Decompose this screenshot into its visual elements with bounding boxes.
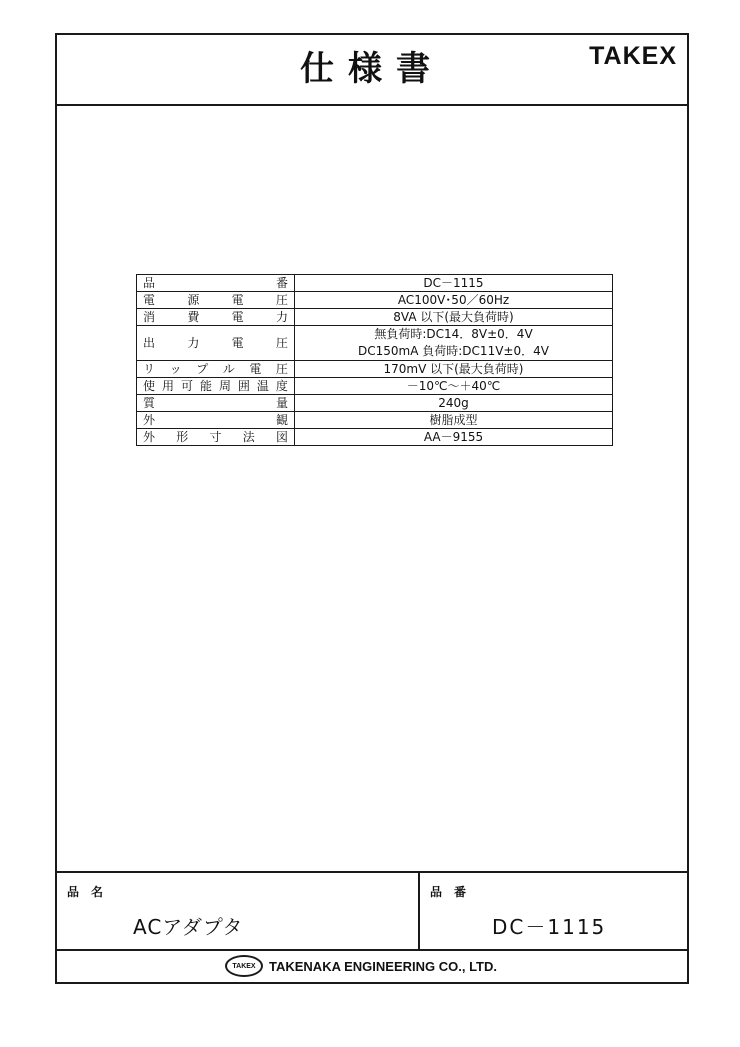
spec-label-char: 観 xyxy=(275,413,288,427)
footer-info xyxy=(57,871,687,951)
spec-label-char: 法 xyxy=(242,430,255,444)
table-row xyxy=(137,309,613,326)
spec-value: －10℃～＋40℃ xyxy=(406,379,501,393)
spec-label-char: 電 xyxy=(249,362,262,376)
spec-label xyxy=(143,429,288,445)
spec-table xyxy=(136,274,613,446)
spec-label-cell xyxy=(137,378,295,395)
spec-label-char: 電 xyxy=(143,293,156,307)
spec-label-char: 外 xyxy=(143,413,156,427)
company-name: TAKENAKA ENGINEERING CO., LTD. xyxy=(269,958,497,974)
spec-label-char: 寸 xyxy=(209,430,222,444)
spec-label-char: 番 xyxy=(275,276,288,290)
spec-value-cell xyxy=(295,326,613,361)
spec-label-char: 用 xyxy=(161,379,174,393)
spec-label-char: 圧 xyxy=(275,293,288,307)
table-row xyxy=(137,326,613,361)
spec-label-char: 図 xyxy=(275,430,288,444)
spec-label xyxy=(143,395,288,411)
table-row xyxy=(137,429,613,446)
spec-value: AA－9155 xyxy=(423,430,484,444)
product-name-cell xyxy=(57,873,420,951)
spec-value-cell xyxy=(295,309,613,326)
spec-label-char: 温 xyxy=(256,379,269,393)
header xyxy=(57,35,687,106)
spec-label-cell xyxy=(137,275,295,292)
spec-label-char: 量 xyxy=(275,396,288,410)
spec-value-cell xyxy=(295,275,613,292)
spec-value: DC－1115 xyxy=(423,276,484,290)
spec-label-char: ッ xyxy=(169,362,182,376)
spec-label xyxy=(143,412,288,428)
spec-label-char: 品 xyxy=(143,276,156,290)
product-number-cell xyxy=(420,873,687,951)
spec-value-cell xyxy=(295,361,613,378)
spec-label-char: 外 xyxy=(143,430,156,444)
spec-label xyxy=(143,335,288,352)
spec-label xyxy=(143,292,288,308)
table-row xyxy=(137,378,613,395)
spec-value-cell xyxy=(295,378,613,395)
spec-value: 樹脂成型 xyxy=(429,413,478,427)
spec-sheet-frame xyxy=(55,33,689,984)
product-name: ACアダプタ xyxy=(133,915,244,939)
spec-label-cell xyxy=(137,326,295,361)
spec-label-cell xyxy=(137,292,295,309)
spec-value: 無負荷時:DC14．8V±0．4V xyxy=(374,327,533,341)
table-row xyxy=(137,292,613,309)
table-row xyxy=(137,275,613,292)
spec-label-char: 圧 xyxy=(275,362,288,376)
spec-label-char: 電 xyxy=(231,310,244,324)
spec-label-char: 能 xyxy=(199,379,212,393)
spec-value: 170mV 以下(最大負荷時) xyxy=(383,362,524,376)
spec-label xyxy=(143,309,288,325)
spec-label-char: プ xyxy=(196,362,209,376)
spec-label-char: 源 xyxy=(187,293,200,307)
spec-value: AC100V･50／60Hz xyxy=(397,293,510,307)
spec-label-char: 周 xyxy=(218,379,231,393)
company-row xyxy=(57,949,687,984)
spec-label-char: 電 xyxy=(231,335,244,350)
spec-label xyxy=(143,378,288,394)
spec-label-char: 形 xyxy=(176,430,189,444)
spec-label-char: 費 xyxy=(187,310,200,324)
spec-label-char: リ xyxy=(143,362,156,376)
spec-label-char: 出 xyxy=(143,335,156,350)
page-title: 仕様書 xyxy=(300,49,444,89)
spec-label-char: 圧 xyxy=(275,335,288,350)
table-row xyxy=(137,361,613,378)
company-logo-text: TAKEX xyxy=(232,962,256,970)
company-block xyxy=(225,955,497,977)
spec-label-cell xyxy=(137,395,295,412)
spec-label-char: 使 xyxy=(143,379,156,393)
spec-label-cell xyxy=(137,309,295,326)
spec-value-cell xyxy=(295,395,613,412)
spec-label-char: 囲 xyxy=(237,379,250,393)
spec-label-char: 消 xyxy=(143,310,156,324)
spec-value: 8VA 以下(最大負荷時) xyxy=(393,310,514,324)
spec-label-char: ル xyxy=(222,362,235,376)
product-number: DC－1115 xyxy=(492,915,607,939)
company-logo-icon xyxy=(225,955,263,977)
spec-label-cell xyxy=(137,361,295,378)
spec-value: 240g xyxy=(438,396,469,410)
spec-label-char: 質 xyxy=(143,396,156,410)
spec-label xyxy=(143,275,288,291)
spec-label-char: 力 xyxy=(187,335,200,350)
spec-label-char: 力 xyxy=(275,310,288,324)
brand-logo: TAKEX xyxy=(589,42,677,70)
spec-label-char: 可 xyxy=(180,379,193,393)
product-number-caption: 品番 xyxy=(430,885,479,899)
spec-value-cell xyxy=(295,412,613,429)
spec-value: DC150mA 負荷時:DC11V±0．4V xyxy=(358,344,549,358)
spec-label-char: 電 xyxy=(231,293,244,307)
spec-label-cell xyxy=(137,429,295,446)
spec-value-cell xyxy=(295,292,613,309)
table-row xyxy=(137,412,613,429)
spec-label-cell xyxy=(137,412,295,429)
spec-value-cell xyxy=(295,429,613,446)
product-name-caption: 品名 xyxy=(67,885,116,899)
spec-label-char: 度 xyxy=(275,379,288,393)
table-row xyxy=(137,395,613,412)
spec-label xyxy=(143,361,288,377)
